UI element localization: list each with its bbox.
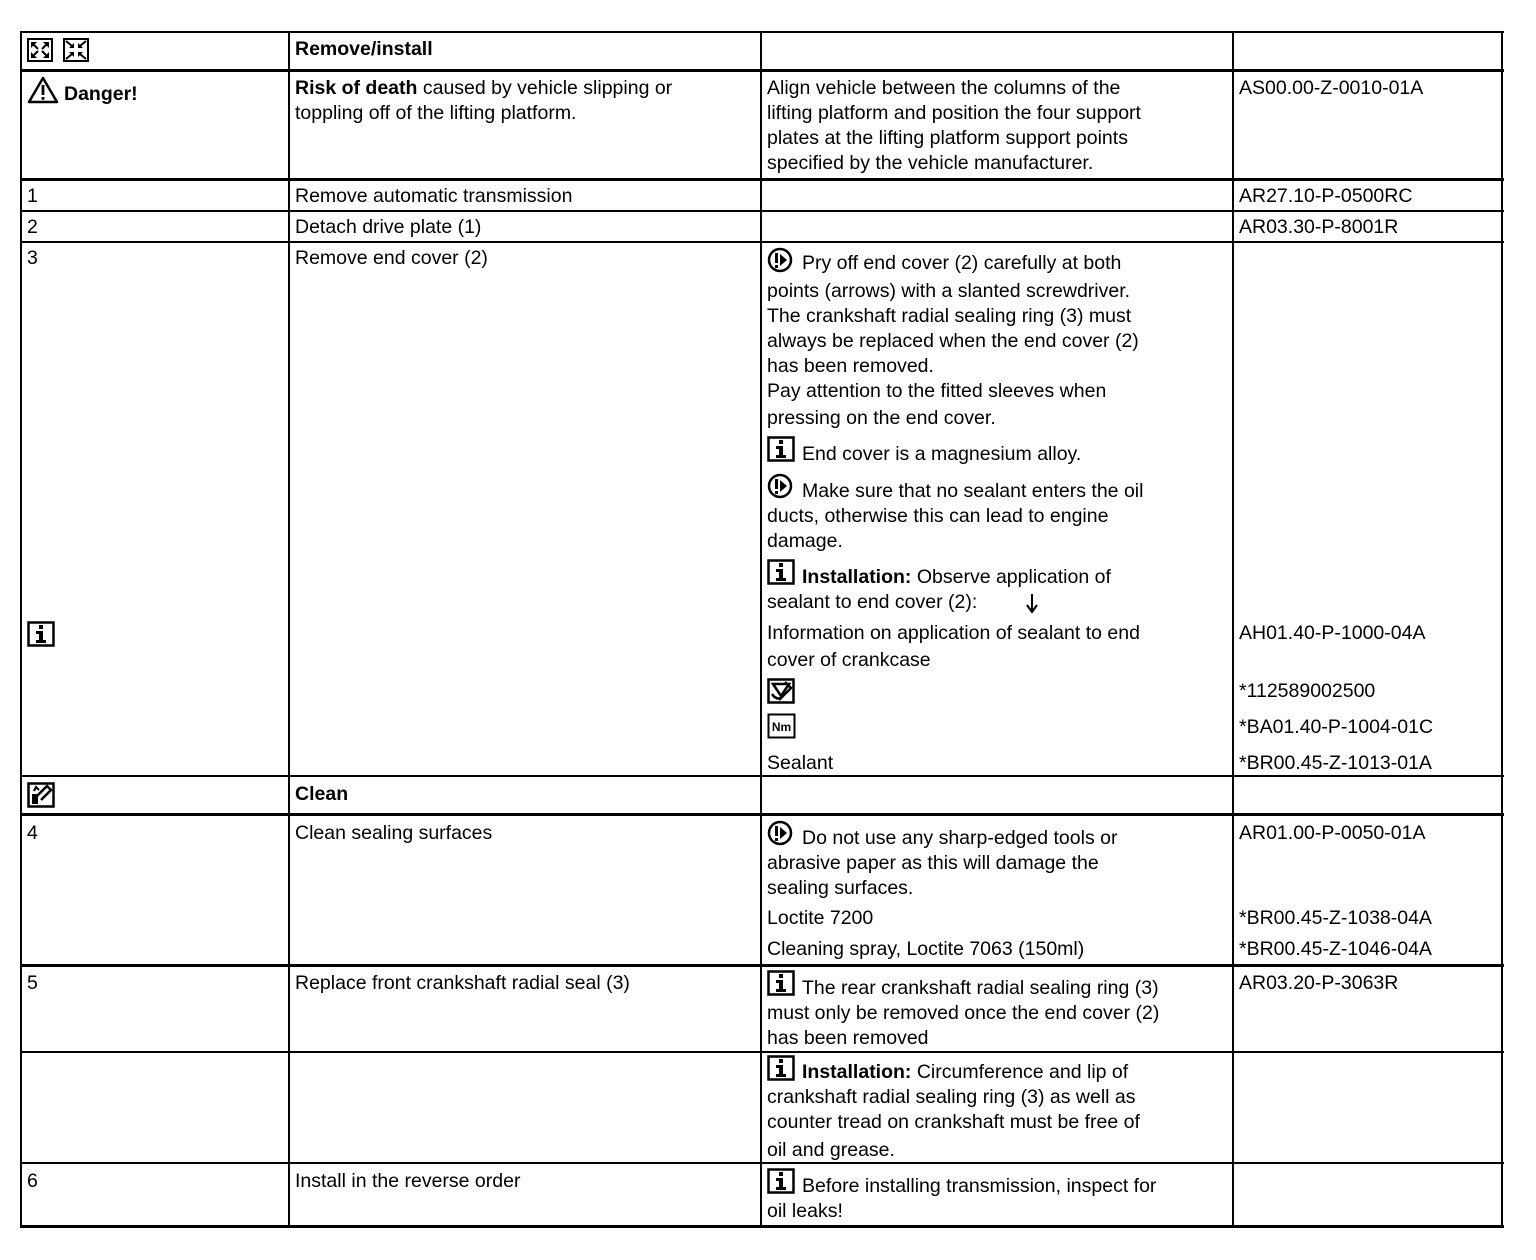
info-icon[interactable] bbox=[27, 621, 55, 647]
danger-note-line: specified by the vehicle manufacturer. bbox=[767, 152, 1094, 174]
step-ref-link[interactable]: AR27.10-P-0500RC bbox=[1239, 185, 1413, 207]
danger-ref-link[interactable]: AS00.00-Z-0010-01A bbox=[1239, 77, 1424, 99]
step-number: 1 bbox=[27, 185, 38, 207]
row-divider bbox=[20, 178, 1504, 181]
note-icon bbox=[767, 473, 795, 499]
note-text: has been removed. bbox=[767, 355, 934, 377]
install-text: Observe application of bbox=[911, 566, 1111, 588]
info-text: Before installing transmission, inspect for bbox=[802, 1175, 1157, 1197]
row-divider bbox=[20, 813, 1504, 816]
table-border-bottom bbox=[20, 1225, 1504, 1228]
table-border-top bbox=[20, 31, 1504, 33]
risk-line-1 bbox=[295, 76, 672, 101]
info-icon bbox=[767, 436, 795, 462]
row-divider bbox=[20, 69, 1504, 72]
material-label: Loctite 7200 bbox=[767, 907, 874, 929]
info-icon bbox=[767, 970, 795, 996]
note-text: Make sure that no sealant enters the oil bbox=[802, 480, 1144, 502]
info-icon bbox=[767, 559, 795, 585]
step-number: 6 bbox=[27, 1170, 38, 1192]
step-number: 5 bbox=[27, 972, 38, 994]
step-number: 3 bbox=[27, 247, 38, 269]
info-text: oil leaks! bbox=[767, 1200, 843, 1222]
arrow-down-icon bbox=[1024, 592, 1040, 614]
torque-ref-link[interactable]: *BA01.40-P-1004-01C bbox=[1239, 716, 1434, 738]
row-divider bbox=[20, 241, 1504, 243]
step-number: 2 bbox=[27, 216, 38, 238]
note-icon bbox=[767, 247, 795, 273]
row-divider bbox=[20, 1051, 1504, 1053]
note-icon bbox=[767, 820, 795, 846]
material-ref-link[interactable]: *BR00.45-Z-1038-04A bbox=[1239, 907, 1432, 929]
column-divider bbox=[288, 31, 290, 1228]
info-link-text: Information on application of sealant to end bbox=[767, 622, 1140, 644]
note-text: pressing on the end cover. bbox=[767, 407, 996, 429]
danger-note-line: Align vehicle between the columns of the bbox=[767, 77, 1121, 99]
install-text: counter tread on crankshaft must be free of bbox=[767, 1111, 1140, 1133]
info-text: End cover is a magnesium alloy. bbox=[802, 443, 1082, 465]
install-note bbox=[802, 1060, 1128, 1085]
install-text-line2: sealant to end cover (2): bbox=[767, 591, 978, 613]
clean-title: Clean bbox=[295, 783, 349, 805]
step-task: Clean sealing surfaces bbox=[295, 822, 493, 844]
risk-rest: caused by vehicle slipping or bbox=[417, 77, 673, 99]
info-text: has been removed bbox=[767, 1027, 929, 1049]
info-icon bbox=[767, 1168, 795, 1194]
step-task: Remove automatic transmission bbox=[295, 185, 573, 207]
collapse-icon[interactable] bbox=[63, 38, 89, 62]
torque-label: Nm bbox=[771, 720, 792, 734]
tool-ref-link[interactable]: *112589002500 bbox=[1239, 680, 1376, 702]
clean-icon[interactable] bbox=[27, 782, 55, 808]
info-link-text: cover of crankcase bbox=[767, 649, 931, 671]
step-task: Replace front crankshaft radial seal (3) bbox=[295, 972, 630, 994]
sealant-label: Sealant bbox=[767, 752, 834, 774]
note-text: abrasive paper as this will damage the bbox=[767, 852, 1099, 874]
info-text: must only be removed once the end cover (2) bbox=[767, 1002, 1160, 1024]
install-label: Installation: bbox=[802, 1061, 912, 1083]
info-icon bbox=[767, 1055, 795, 1081]
column-divider bbox=[1232, 31, 1234, 1228]
column-divider bbox=[1501, 31, 1503, 1228]
step-number: 4 bbox=[27, 822, 38, 844]
install-text: oil and grease. bbox=[767, 1139, 895, 1161]
column-divider bbox=[20, 31, 22, 1228]
torque-icon bbox=[767, 713, 797, 739]
step-ref-link[interactable]: AR03.30-P-8001R bbox=[1239, 216, 1399, 238]
expand-icon[interactable] bbox=[27, 38, 53, 62]
note-text: ducts, otherwise this can lead to engine bbox=[767, 505, 1109, 527]
sealant-ref-link[interactable]: *BR00.45-Z-1013-01A bbox=[1239, 752, 1432, 774]
row-divider bbox=[20, 1162, 1504, 1164]
risk-bold: Risk of death bbox=[295, 77, 418, 99]
note-text: points (arrows) with a slanted screwdriver. bbox=[767, 280, 1131, 302]
note-text: damage. bbox=[767, 530, 843, 552]
note-text: Do not use any sharp-edged tools or bbox=[802, 827, 1118, 849]
step-task: Remove end cover (2) bbox=[295, 247, 488, 269]
step-ref-link[interactable]: AR01.00-P-0050-01A bbox=[1239, 822, 1426, 844]
install-note bbox=[802, 565, 1111, 590]
risk-line-2: toppling off of the lifting platform. bbox=[295, 102, 577, 124]
step-task: Install in the reverse order bbox=[295, 1170, 521, 1192]
install-text: Circumference and lip of bbox=[911, 1061, 1129, 1083]
column-divider bbox=[760, 31, 762, 1228]
danger-note-line: plates at the lifting platform support points bbox=[767, 127, 1128, 149]
material-label: Cleaning spray, Loctite 7063 (150ml) bbox=[767, 938, 1085, 960]
danger-note-line: lifting platform and position the four support bbox=[767, 102, 1141, 124]
warning-triangle-icon bbox=[27, 76, 59, 104]
install-text: crankshaft radial sealing ring (3) as well as bbox=[767, 1086, 1136, 1108]
row-divider bbox=[20, 210, 1504, 212]
note-text: Pay attention to the fitted sleeves when bbox=[767, 380, 1107, 402]
note-text: Pry off end cover (2) carefully at both bbox=[802, 252, 1122, 274]
info-text: The rear crankshaft radial sealing ring (3) bbox=[802, 977, 1159, 999]
danger-label: Danger! bbox=[64, 83, 138, 105]
section-title: Remove/install bbox=[295, 38, 433, 60]
info-ref-link[interactable]: AH01.40-P-1000-04A bbox=[1239, 622, 1426, 644]
step-task: Detach drive plate (1) bbox=[295, 216, 482, 238]
install-label: Installation: bbox=[802, 566, 912, 588]
special-tool-icon bbox=[767, 678, 795, 704]
note-text: always be replaced when the end cover (2) bbox=[767, 330, 1139, 352]
material-ref-link[interactable]: *BR00.45-Z-1046-04A bbox=[1239, 938, 1432, 960]
note-text: The crankshaft radial sealing ring (3) must bbox=[767, 305, 1132, 327]
step-ref-link[interactable]: AR03.20-P-3063R bbox=[1239, 972, 1399, 994]
row-divider bbox=[20, 964, 1504, 967]
note-text: sealing surfaces. bbox=[767, 877, 914, 899]
